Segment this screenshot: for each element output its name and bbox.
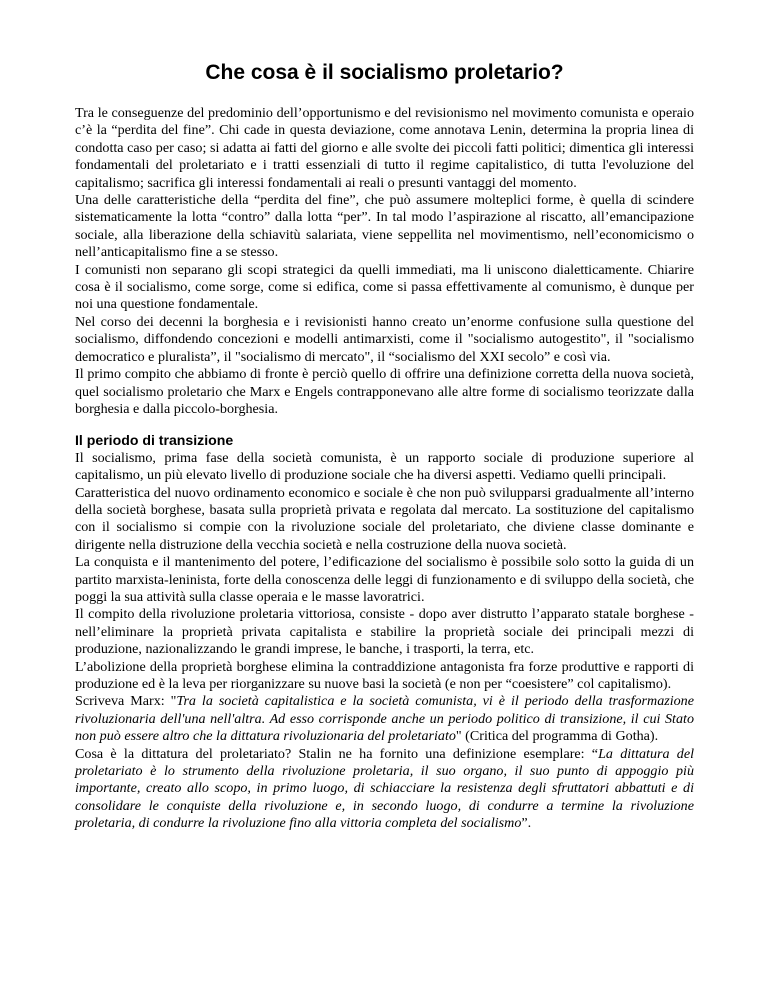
paragraph-section-5: L’abolizione della proprietà borghese elimina la contraddizione antagonista fra forze produttive e rapporti di produzione ed è la leva per riorganizzare su nuove basi la società (e non per “coesistere” col capitalismo). — [75, 658, 694, 692]
paragraph-section-1: Il socialismo, prima fase della società comunista, è un rapporto sociale di produzione superiore al capitalismo, un più elevato livello di produzione sociale che ha diversi aspetti. Vediamo quelli principali. — [75, 449, 694, 484]
paragraph-intro-5: Il primo compito che abbiamo di fronte è perciò quello di offrire una definizione corretta della nuova società, quel socialismo proletario che Marx e Engels contrapponevano alle altre forme di socialismo teorizzate dalla borghesia e dalla piccolo-borghesia. — [75, 366, 694, 417]
paragraph-intro-3: I comunisti non separano gli scopi strategici da quelli immediati, ma li uniscono dialetticamente. Chiarire cosa è il socialismo, come sorge, come si edifica, come si passa effettivamente al comunismo, è dunque per noi una questione fondamentale. — [75, 261, 694, 313]
page-title: Che cosa è il socialismo proletario? — [205, 61, 564, 84]
paragraph-intro-4: Nel corso dei decenni la borghesia e i revisionisti hanno creato un’enorme confusione sulla questione del socialismo, diffondendo concezioni e modelli antimarxisti, come il "socialismo autogestito", il "socialismo democratico e pluralista”, il "socialismo di mercato", il “socialismo del XXI secolo” e così via. — [75, 313, 694, 365]
paragraph-intro-1: Tra le conseguenze del predominio dell’opportunismo e del revisionismo nel movimento comunista e operaio c’è la “perdita del fine”. Chi cade in questa deviazione, come annotava Lenin, determina la propria linea di condotta caso per caso; si adatta ai fatti del giorno e alle svolte dei piccoli fatti politici; dimentica gli interessi fondamentali del proletariato e i tratti essenziali di tutto il regime capitalistico, di tutta l'evoluzione del capitalismo; sacrifica gli interessi fondamentali ai reali o presunti vantaggi del momento. — [75, 105, 694, 191]
document-page — [75, 60, 694, 833]
paragraph-section-4: Il compito della rivoluzione proletaria vittoriosa, consiste - dopo aver distrutto l’apparato statale borghese - nell’eliminare la proprietà privata capitalista e stabilire la proprietà sociale dei principali mezzi di produzione, nazionalizzando le grandi imprese, le banche, i trasporti, la terra, etc. — [75, 606, 694, 658]
paragraph-section-2: Caratteristica del nuovo ordinamento economico e sociale è che non può svilupparsi gradualmente all’interno della società borghese, basata sulla proprietà privata e regolata dal mercato. La sostituzione del capitalismo con il socialismo si compie con la rivoluzione sociale del proletariato, che diviene classe dominante e dirigente nella distruzione della vecchia società e nella costruzione della nuova società. — [75, 484, 694, 553]
stalin-quote-tail: ”. — [521, 815, 532, 832]
marx-quote-tail: " (Critica del programma di Gotha). — [455, 728, 659, 745]
paragraph-stalin-quote — [75, 746, 694, 833]
stalin-quote-lead: Cosa è la dittatura del proletariato? Stalin ne ha fornito una definizione esemplare: “ — [75, 745, 599, 762]
marx-quote-lead: Scriveva Marx: " — [75, 693, 177, 710]
paragraph-intro-2: Una delle caratteristiche della “perdita del fine”, che può assumere molteplici forme, è quella di scindere sistematicamente la lotta “contro” dalla lotta “per”. In tal modo l’aspirazione al riscatto, all’emancipazione sociale, alla liberazione della schiavitù salariata, viene seppellita nel movimentismo, nell’economicismo o nell’anticapitalismo fine a se stesso. — [75, 192, 694, 261]
section-heading: Il periodo di transizione — [75, 432, 234, 449]
paragraph-marx-quote — [75, 693, 694, 745]
stalin-quote-text: La dittatura del proletariato è lo strumento della rivoluzione proletaria, il suo organo, il suo punto di appoggio più importante, creato allo scopo, in primo luogo, di schiacciare la resistenza degli sfruttatori abbattuti e di consolidare le conquiste della rivoluzione e, in secondo luogo, di condurre a termine la rivoluzione proletaria, di condurre la rivoluzione fino alla vittoria completa del socialismo — [75, 745, 694, 832]
marx-quote-text: Tra la società capitalistica e la società comunista, vi è il periodo della trasformazione rivoluzionaria dell'una nell'altra. Ad esso corrisponde anche un periodo politico di transizione, il cui Stato non può essere altro che la dittatura rivoluzionaria del proletariato — [75, 693, 694, 745]
paragraph-section-3: La conquista e il mantenimento del potere, l’edificazione del socialismo è possibile solo sotto la guida di un partito marxista-leninista, forte della conoscenza delle leggi di funzionamento e di sviluppo della società, che poggi la sua attività sulla classe operaia e le masse lavoratrici. — [75, 554, 694, 605]
